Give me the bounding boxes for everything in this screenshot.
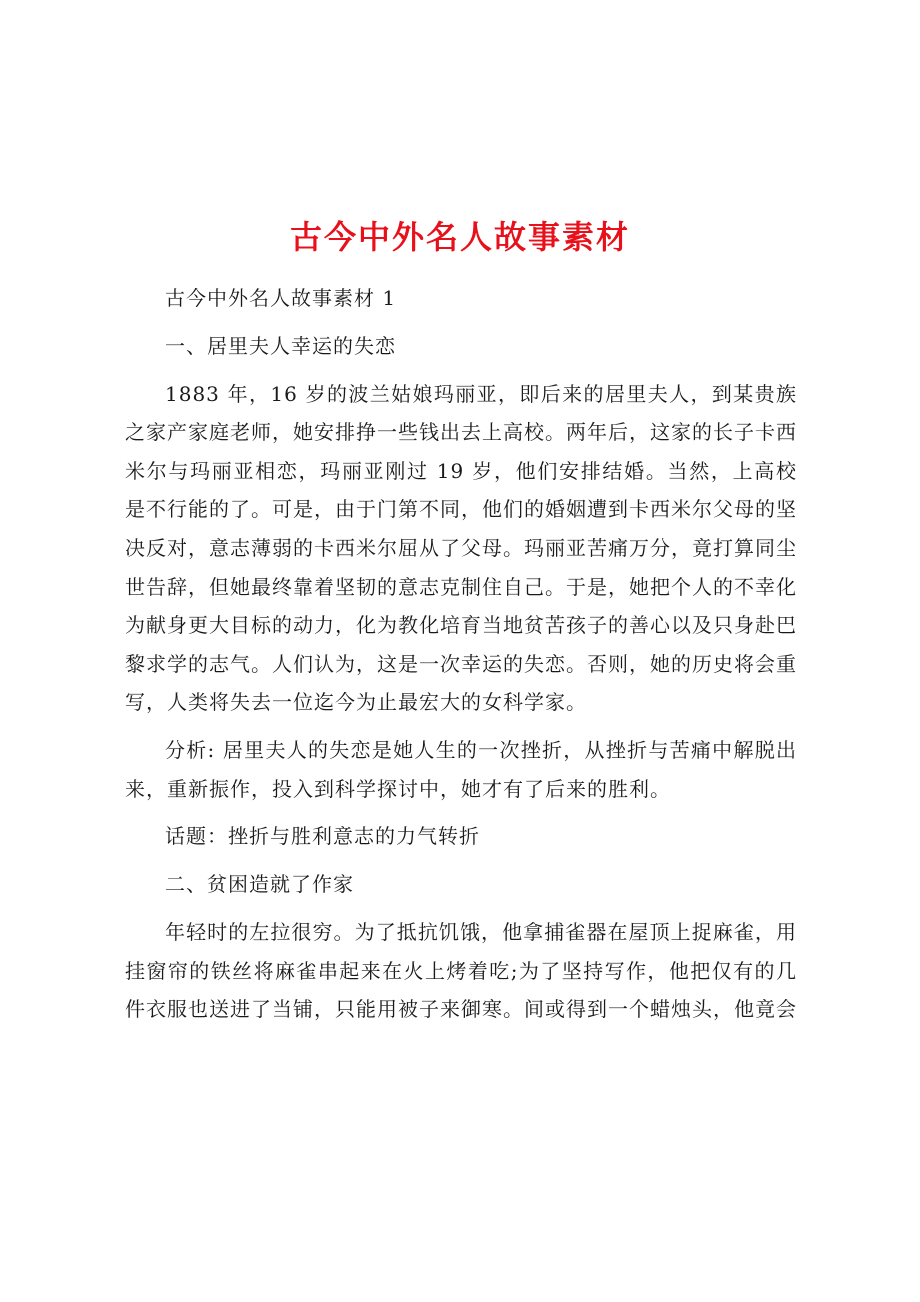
document-title: 古今中外名人故事素材 (289, 218, 630, 257)
document-body (125, 279, 797, 1038)
subsection-heading: 二、贫困造就了作家 (165, 872, 354, 897)
subsection-heading: 一、居里夫人幸运的失恋 (165, 333, 396, 358)
analysis-paragraph: 分析: 居里夫人的失恋是她人生的一次挫折，从挫折与苦痛中解脱出来，重新振作，投入到科学探讨中，她才有了后来的胜利。 (125, 738, 797, 801)
topic-paragraph: 话题：挫折与胜利意志的力气转折 (165, 824, 480, 849)
body-paragraph: 1883 年，16 岁的波兰姑娘玛丽亚，即后来的居里夫人，到某贵族之家产家庭老师，她安排挣一些钱出去上高校。两年后，这家的长子卡西米尔与玛丽亚相恋，玛丽亚刚过 19 岁，他们安排结婚。当然，上高校是不行能的了。可是，由于门第不同，他们的婚姻遭到卡西米尔父母的坚决反对，意志薄弱的卡西米尔屈从了父母。玛丽亚苦痛万分，竟打算同尘世告辞，但她最终靠着坚韧的意志克制住自己。于是，她把个人的不幸化为献身更大目标的动力，化为教化培育当地贫苦孩子的善心以及只身赴巴黎求学的志气。人们认为，这是一次幸运的失恋。否则，她的历史将会重写，人类将失去一位迄今为止最宏大的女科学家。 (125, 381, 797, 715)
body-paragraph: 年轻时的左拉很穷。为了抵抗饥饿，他拿捕雀器在屋顶上捉麻雀，用挂窗帘的铁丝将麻雀串起来在火上烤着吃;为了坚持写作，他把仅有的几件衣服也送进了当铺，只能用被子来御寒。间或得到一个蜡烛头，他竟会 (125, 920, 797, 1022)
section-heading: 古今中外名人故事素材 1 (165, 286, 397, 310)
